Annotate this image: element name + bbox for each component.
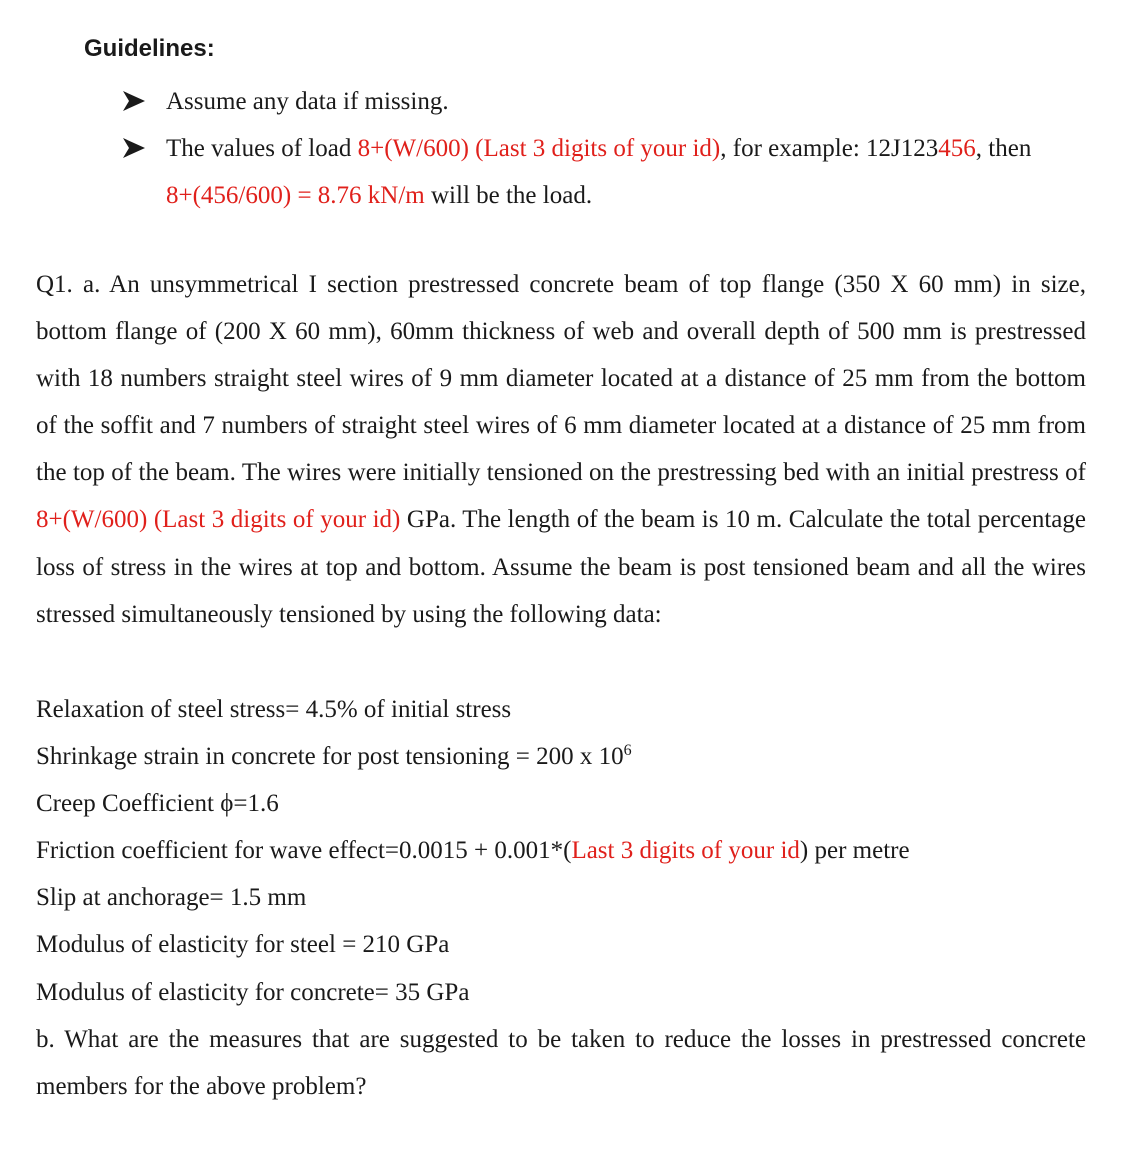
guideline-item-1: [120, 78, 1110, 125]
data-friction: [36, 827, 1086, 874]
guidelines-list: [120, 78, 1110, 219]
load-formula: 8+(W/600) (Last 3 digits of your id): [357, 135, 721, 162]
data-shrinkage-exponent: 6: [623, 742, 632, 760]
data-shrinkage: [36, 733, 1086, 780]
question-1a-text-1: Q1. a. An unsymmetrical I section prestressed concrete beam of top flange (350 X 60 mm) in size, bottom flange of (200 X 60 mm), 60mm thickness of web and overall depth of 500 mm is prestressed with 18 numbers straight steel wires of 9 mm diameter located at a distance of 25 mm from the bottom of the soffit and 7 numbers of straight steel wires of 6 mm diameter located at a distance of 25 mm from the top of the beam. The wires were initially tensioned on the prestressing bed with an initial prestress of: [36, 271, 1086, 487]
arrow-bullet-icon: [122, 89, 146, 113]
example-load-calculation: 8+(456/600) = 8.76 kN/m: [166, 182, 425, 209]
data-creep: Creep Coefficient ϕ=1.6: [36, 790, 279, 818]
question-1a-text-2: GPa. The length of the beam is 10 m. Calculate the total percentage loss of stress in the wires at top and bottom. Assume the beam is post tensioned beam and all the wires stressed simultaneously tensioned by using the following data:: [36, 506, 1086, 628]
data-modulus-steel: Modulus of elasticity for steel = 210 GPa: [36, 931, 450, 959]
example-id-digits: 456: [938, 135, 976, 162]
prestress-formula: 8+(W/600) (Last 3 digits of your id): [36, 506, 401, 534]
data-relaxation: Relaxation of steel stress= 4.5% of initial stress: [36, 696, 512, 723]
question-1a: [36, 261, 1086, 638]
data-friction-id: Last 3 digits of your id: [571, 837, 800, 865]
guideline-text-2-end: will be the load.: [424, 182, 593, 209]
data-friction-pre: Friction coefficient for wave effect=0.0015 + 0.001*(: [36, 837, 572, 865]
data-slip: Slip at anchorage= 1.5 mm: [36, 884, 307, 912]
guideline-text-2-then: , then: [975, 135, 1032, 162]
guideline-text-2-pre: The values of load: [166, 135, 358, 162]
data-friction-post: ) per metre: [799, 837, 910, 865]
guideline-item-2: [120, 125, 1110, 219]
guideline-text-1: Assume any data if missing.: [166, 88, 449, 115]
data-shrinkage-text: Shrinkage strain in concrete for post tensioning = 200 x 10: [36, 743, 624, 771]
arrow-bullet-icon: [122, 136, 146, 160]
data-modulus-concrete: Modulus of elasticity for concrete= 35 GPa: [36, 978, 470, 1006]
question-1b: b. What are the measures that are suggested to be taken to reduce the losses in prestressed concrete members for the above problem?: [36, 1026, 1086, 1101]
guidelines-heading: Guidelines:: [84, 35, 215, 62]
example-id-text: , for example: 12J123: [720, 135, 939, 162]
given-data-list: [36, 686, 1086, 1016]
